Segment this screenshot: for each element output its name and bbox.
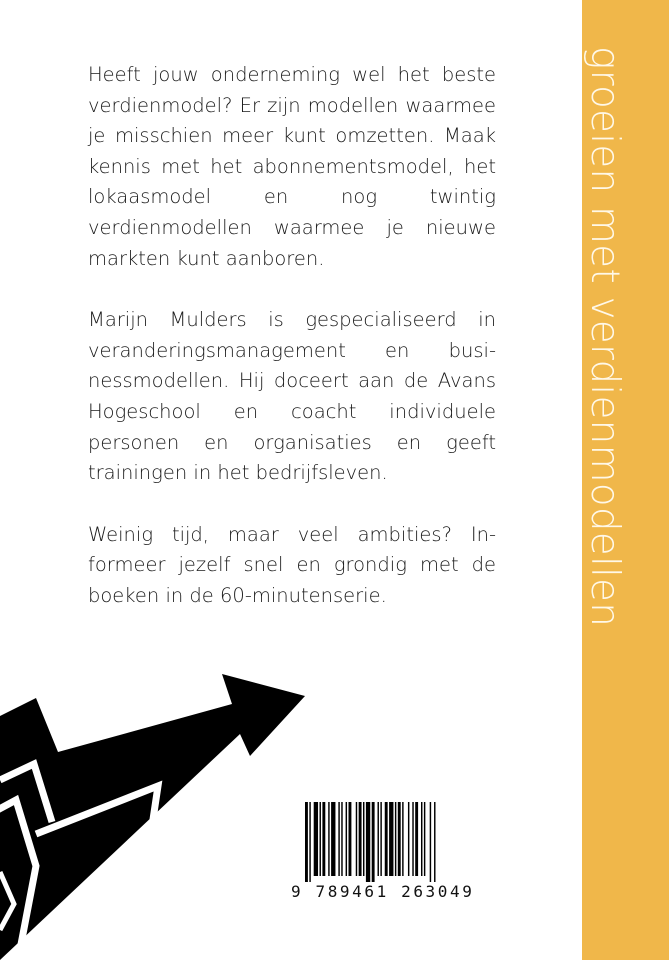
barcode-bar (430, 802, 431, 882)
isbn-number: 9 789461 263049 (291, 882, 475, 901)
barcode-bar (349, 802, 352, 876)
barcode-bar (408, 802, 409, 876)
barcode-bar (331, 802, 335, 876)
barcode-bar (359, 802, 362, 876)
barcode-bar (309, 802, 310, 882)
barcode-bar (378, 802, 379, 876)
barcode-bars (291, 802, 499, 882)
barcode-bar (402, 802, 403, 876)
barcode-bar (389, 802, 393, 876)
barcode (291, 802, 499, 903)
barcode-bar (434, 802, 435, 882)
barcode-bar (372, 802, 375, 882)
barcode-bar (341, 802, 342, 876)
barcode-bar (398, 802, 401, 876)
author-bio-paragraph: Marijn Mulders is gespecialiseerd in veranderingsmanagement en businessmodellen. Hij doceert aan de Avans Hogeschool en coacht individuele personen en organisaties en geeft trainingen in het bedrijfsleven. (88, 308, 496, 485)
arrow-up-right-icon (0, 668, 305, 960)
barcode-bar (322, 802, 325, 876)
series-paragraph: Weinig tijd, maar veel ambities? Informeer jezelf snel en grondig met de boeken in de 60-minutenserie. (88, 522, 496, 607)
barcode-bar (314, 802, 318, 876)
barcode-bar (328, 802, 329, 876)
barcode-bar (424, 802, 425, 876)
barcode-bar (412, 802, 413, 876)
barcode-bar (366, 802, 370, 882)
barcode-bar (320, 802, 321, 876)
barcode-bar (338, 802, 339, 876)
barcode-bar (380, 802, 381, 876)
barcode-bar (385, 802, 388, 876)
back-cover-text (88, 60, 496, 643)
spine-title-text: groeien met verdienmodellen (582, 46, 627, 628)
barcode-bar (415, 802, 418, 876)
barcode-bar (346, 802, 347, 876)
barcode-bar (305, 802, 308, 882)
barcode-bar (421, 802, 422, 876)
barcode-bar (356, 802, 357, 876)
barcode-bar (363, 802, 364, 876)
blurb-paragraph: Heeft jouw onderneming wel het beste verdienmodel? Er zijn modellen waarmee je misschien meer kunt omzetten. Maak kennis met het abonnementsmodel, het lokaasmodel en nog twintig verdienmodellen waarmee je nieuwe markten kunt aanboren. (88, 63, 496, 270)
barcode-bar (395, 802, 396, 876)
